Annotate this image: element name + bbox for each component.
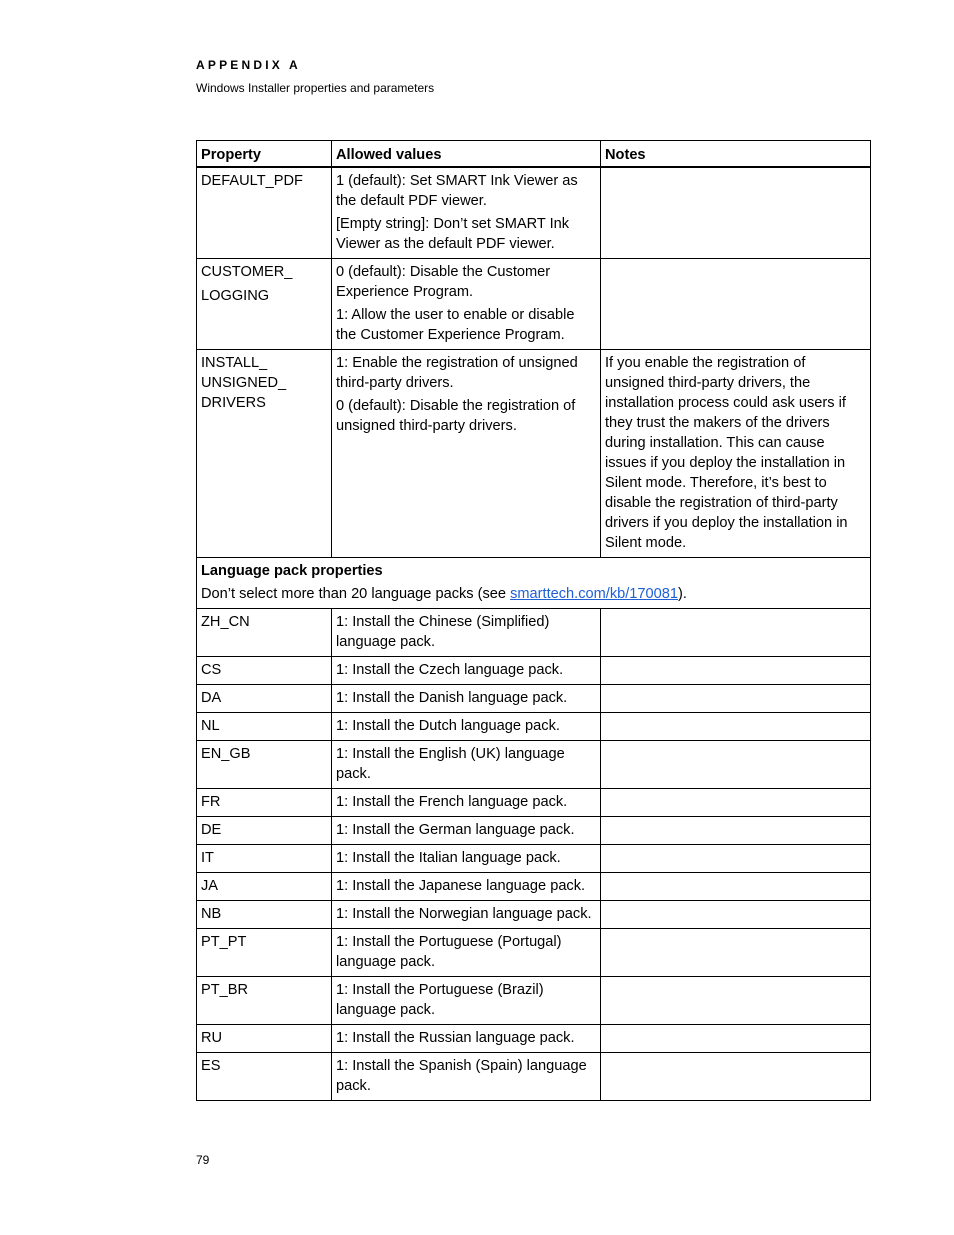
- appendix-heading: APPENDIX A: [196, 58, 301, 72]
- table-row: [197, 1025, 871, 1053]
- notes-cell: [601, 1053, 871, 1101]
- properties-table: [196, 140, 871, 1101]
- table-row: [197, 259, 871, 350]
- values-cell: 1: Install the Danish language pack.: [332, 685, 601, 713]
- property-cell: EN_GB: [197, 741, 332, 789]
- notes-cell: [601, 845, 871, 873]
- table-row: [197, 609, 871, 657]
- table-row: [197, 713, 871, 741]
- property-cell: [197, 350, 332, 558]
- section-note-text: Don’t select more than 20 language packs (see: [201, 586, 511, 602]
- property-name: LOGGING: [201, 288, 270, 304]
- notes-cell: [601, 685, 871, 713]
- property-cell: ZH_CN: [197, 609, 332, 657]
- kb-link[interactable]: smarttech.com/kb/170081: [510, 586, 679, 602]
- property-cell: IT: [197, 845, 332, 873]
- property-cell: FR: [197, 789, 332, 817]
- notes-cell: [601, 817, 871, 845]
- values-cell: 1: Install the Czech language pack.: [332, 657, 601, 685]
- header-property: Property: [197, 141, 332, 168]
- notes-cell: [601, 259, 871, 350]
- language-rows: [197, 609, 871, 1101]
- values-cell: [332, 167, 601, 259]
- notes-cell: [601, 873, 871, 901]
- values-cell: 1: Install the Dutch language pack.: [332, 713, 601, 741]
- table-row: [197, 901, 871, 929]
- value-text: 0 (default): Disable the Customer Experience Program.: [336, 264, 551, 300]
- table-row: [197, 685, 871, 713]
- values-cell: 1: Install the Chinese (Simplified) language pack.: [332, 609, 601, 657]
- table-header-row: [197, 141, 871, 168]
- property-cell: PT_PT: [197, 929, 332, 977]
- notes-cell: If you enable the registration of unsigned third-party drivers, the installation process could ask users if they trust the makers of the drivers during installation. This can cause issues if you deploy the installation in Silent mode. Therefore, it’s best to disable the registration of third-party drivers if you deploy the installation in Silent mode.: [601, 350, 871, 558]
- value-text: 1: Allow the user to enable or disable the Customer Experience Program.: [336, 307, 575, 343]
- values-cell: 1: Install the German language pack.: [332, 817, 601, 845]
- values-cell: [332, 350, 601, 558]
- notes-cell: [601, 609, 871, 657]
- property-cell: DE: [197, 817, 332, 845]
- property-name: DEFAULT_PDF: [201, 173, 303, 189]
- property-cell: JA: [197, 873, 332, 901]
- values-cell: 1: Install the Portuguese (Brazil) language pack.: [332, 977, 601, 1025]
- value-text: [Empty string]: Don’t set SMART Ink Viewer as the default PDF viewer.: [336, 216, 570, 252]
- header-allowed-values: Allowed values: [332, 141, 601, 168]
- section-note-end: ).: [678, 586, 687, 602]
- values-cell: [332, 259, 601, 350]
- property-cell: NB: [197, 901, 332, 929]
- value-text: 0 (default): Disable the registration of unsigned third-party drivers.: [336, 398, 576, 434]
- values-cell: 1: Install the English (UK) language pack.: [332, 741, 601, 789]
- notes-cell: [601, 929, 871, 977]
- notes-cell: [601, 977, 871, 1025]
- value-text: 1 (default): Set SMART Ink Viewer as the default PDF viewer.: [336, 173, 578, 209]
- table-row: [197, 741, 871, 789]
- header-notes: Notes: [601, 141, 871, 168]
- table-row: [197, 817, 871, 845]
- values-cell: 1: Install the French language pack.: [332, 789, 601, 817]
- table-row: [197, 657, 871, 685]
- property-name: INSTALL_ UNSIGNED_ DRIVERS: [201, 355, 287, 411]
- notes-cell: [601, 901, 871, 929]
- notes-cell: [601, 713, 871, 741]
- table-row: [197, 873, 871, 901]
- notes-cell: [601, 741, 871, 789]
- values-cell: 1: Install the Norwegian language pack.: [332, 901, 601, 929]
- appendix-subtitle: Windows Installer properties and parameters: [196, 81, 435, 95]
- property-cell: [197, 167, 332, 259]
- section-note: [201, 584, 866, 604]
- property-cell: CS: [197, 657, 332, 685]
- section-title: Language pack properties: [201, 563, 383, 579]
- property-cell: ES: [197, 1053, 332, 1101]
- section-cell: [197, 558, 871, 609]
- table-row: [197, 977, 871, 1025]
- notes-cell: [601, 167, 871, 259]
- property-cell: PT_BR: [197, 977, 332, 1025]
- values-cell: 1: Install the Japanese language pack.: [332, 873, 601, 901]
- page-number: 79: [196, 1153, 210, 1167]
- values-cell: 1: Install the Spanish (Spain) language pack.: [332, 1053, 601, 1101]
- values-cell: 1: Install the Russian language pack.: [332, 1025, 601, 1053]
- property-cell: DA: [197, 685, 332, 713]
- value-text: 1: Enable the registration of unsigned third-party drivers.: [336, 355, 578, 391]
- table-row: [197, 789, 871, 817]
- property-cell: [197, 259, 332, 350]
- notes-cell: [601, 657, 871, 685]
- notes-cell: [601, 789, 871, 817]
- table-row: [197, 1053, 871, 1101]
- values-cell: 1: Install the Italian language pack.: [332, 845, 601, 873]
- property-cell: NL: [197, 713, 332, 741]
- notes-cell: [601, 1025, 871, 1053]
- table-row: [197, 350, 871, 558]
- table-row: [197, 845, 871, 873]
- property-name: CUSTOMER_: [201, 264, 293, 280]
- table-row: [197, 167, 871, 259]
- table-row: [197, 929, 871, 977]
- section-row: [197, 558, 871, 609]
- property-cell: RU: [197, 1025, 332, 1053]
- values-cell: 1: Install the Portuguese (Portugal) language pack.: [332, 929, 601, 977]
